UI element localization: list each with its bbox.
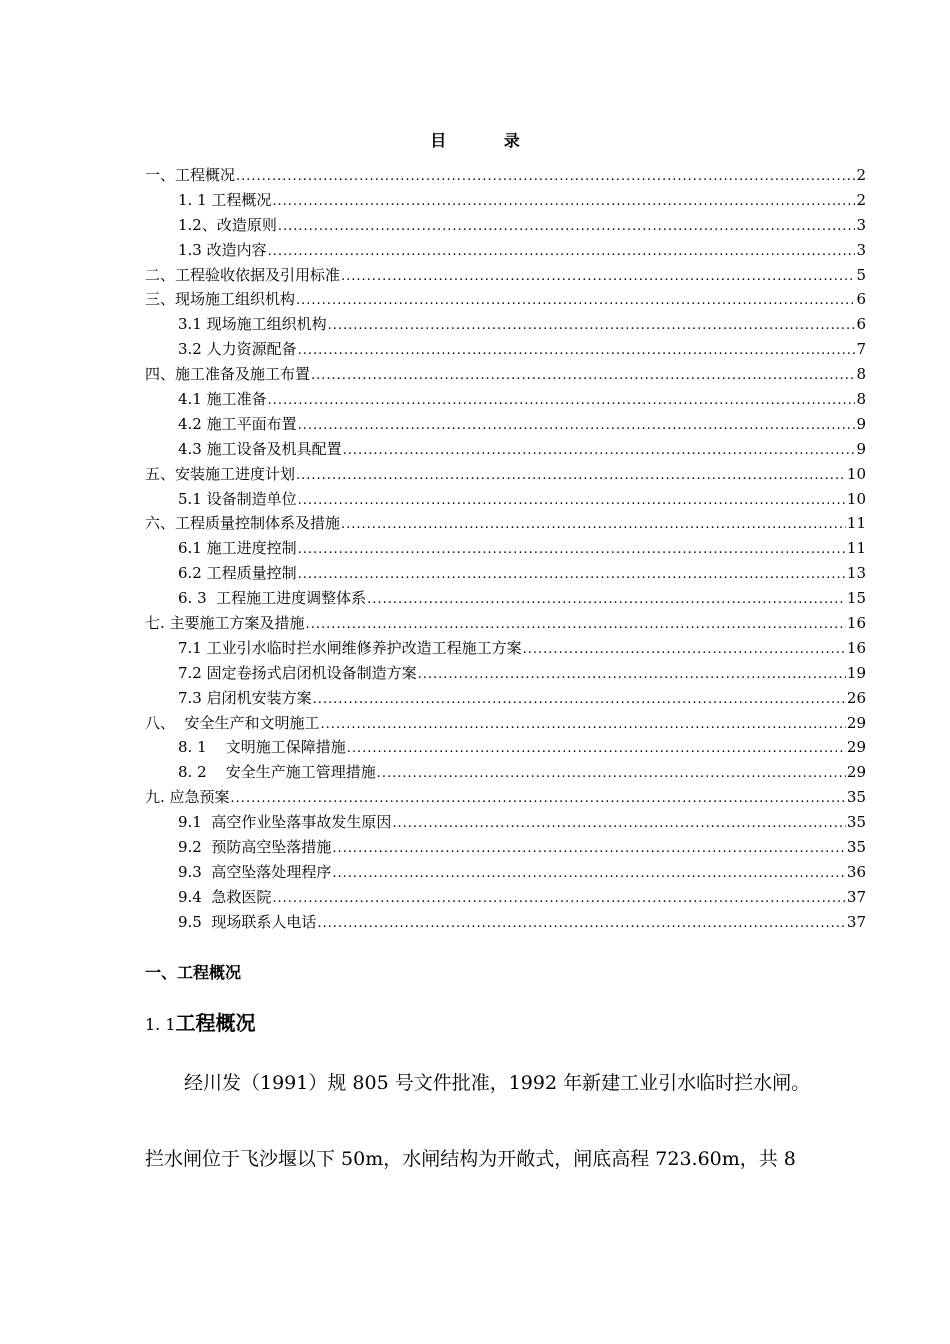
toc-entry[interactable] [145,885,866,910]
toc-leader-dots [313,688,846,713]
toc-entry-page: 15 [846,589,866,608]
toc-entry-page: 11 [846,539,866,558]
toc-entry[interactable] [145,263,866,288]
toc-entry-label: 8. 2 安全生产施工管理措施 [178,763,376,782]
toc-entry-label: 4.3 施工设备及机具配置 [178,439,342,458]
toc-entry-page: 10 [846,489,866,508]
toc-entry-page: 11 [846,514,866,533]
toc-entry-label: 6.2 工程质量控制 [178,564,297,583]
toc-leader-dots [296,289,855,314]
toc-entry-label: 1.3 改造内容 [178,240,267,259]
toc-leader-dots [523,638,846,663]
toc-leader-dots [418,663,846,688]
toc-entry-label: 1. 1 工程概况 [178,190,272,209]
toc-entry[interactable] [145,686,866,711]
toc-entry-page: 35 [846,788,866,807]
toc-entry[interactable] [145,412,866,437]
toc-leader-dots [298,538,846,563]
toc-entry-label: 二、工程验收依据及引用标准 [145,265,341,284]
toc-leader-dots [347,737,846,762]
toc-entry[interactable] [145,387,866,412]
toc-entry-page: 35 [846,813,866,832]
toc-leader-dots [298,414,856,439]
toc-entry[interactable] [145,287,866,312]
toc-entry[interactable] [145,362,866,387]
toc-entry-page: 37 [846,912,866,931]
toc-leader-dots [268,389,856,414]
toc-entry-label: 1.2、改造原则 [178,215,277,234]
toc-leader-dots [278,215,856,240]
toc-entry[interactable] [145,586,866,611]
section-heading: 一、工程概况 [145,963,242,982]
toc-entry[interactable] [145,785,866,810]
toc-leader-dots [377,762,846,787]
toc-leader-dots [311,364,855,389]
toc-entry-page: 36 [846,862,866,881]
toc-entry-label: 9.3 高空坠落处理程序 [178,862,332,881]
toc-entry-page: 19 [846,663,866,682]
toc-entry-page: 10 [846,464,866,483]
toc-entry-page: 9 [856,414,866,433]
toc-entry-page: 29 [846,738,866,757]
toc-entry-page: 2 [856,190,866,209]
toc-leader-dots [341,265,855,290]
toc-entry[interactable] [145,238,866,263]
toc-entry-label: 七. 主要施工方案及措施 [145,614,305,633]
toc-entry-label: 三、现场施工组织机构 [145,290,296,309]
toc-entry-label: 9.5 现场联系人电话 [178,912,317,931]
toc-entry-page: 29 [846,763,866,782]
toc-leader-dots [332,862,846,887]
toc-entry[interactable] [145,337,866,362]
toc-entry-page: 16 [846,638,866,657]
toc-entry[interactable] [145,312,866,337]
toc-entry-label: 四、施工准备及施工布置 [145,365,311,384]
toc-entry-page: 6 [856,290,866,309]
toc-entry-label: 8. 1 文明施工保障措施 [178,738,346,757]
toc-entry-label: 9.1 高空作业坠落事故发生原因 [178,813,392,832]
toc-entry-label: 八、 安全生产和文明施工 [145,713,320,732]
toc-entry[interactable] [145,636,866,661]
toc-entry-label: 7.3 启闭机安装方案 [178,688,312,707]
toc-title: 目 录 [430,131,546,150]
toc-leader-dots [367,588,846,613]
body-paragraph-continued: 拦水闸位于飞沙堰以下 50m，水闸结构为开敞式，闸底高程 723.60m，共 8 [145,1148,796,1170]
toc-entry[interactable] [145,735,866,760]
subsection-number: 1. 1 [145,1015,176,1034]
toc-entry-label: 7.2 固定卷扬式启闭机设备制造方案 [178,663,417,682]
toc-entry[interactable] [145,511,866,536]
toc-leader-dots [321,713,846,738]
toc-entry-label: 六、工程质量控制体系及措施 [145,514,341,533]
toc-leader-dots [298,339,856,364]
subsection-heading [145,1007,256,1036]
toc-entry-page: 3 [856,215,866,234]
toc-entry[interactable] [145,487,866,512]
toc-entry-page: 2 [856,166,866,184]
toc-entry-label: 五、安装施工进度计划 [145,464,296,483]
toc-entry[interactable] [145,711,866,736]
toc-entry[interactable] [145,661,866,686]
toc-entry[interactable] [145,462,866,487]
toc-entry-label: 9.4 急救医院 [178,887,272,906]
toc-leader-dots [236,165,855,190]
toc-entry-page: 8 [856,390,866,409]
toc-entry-label: 4.1 施工准备 [178,390,267,409]
toc-entry[interactable] [145,835,866,860]
toc-leader-dots [272,190,855,215]
toc-entry-page: 29 [846,713,866,732]
toc-entry-label: 5.1 设备制造单位 [178,489,297,508]
toc-entry[interactable] [145,188,866,213]
table-of-contents [145,163,866,935]
toc-entry-page: 16 [846,614,866,633]
toc-leader-dots [306,613,846,638]
body-paragraph: 经川发（1991）规 805 号文件批准，1992 年新建工业引水临时拦水闸。 [184,1072,811,1094]
toc-entry-page: 13 [846,564,866,583]
toc-entry-page: 7 [856,340,866,359]
toc-leader-dots [272,887,846,912]
toc-leader-dots [298,563,846,588]
toc-leader-dots [296,464,846,489]
toc-entry-label: 4.2 施工平面布置 [178,414,297,433]
toc-entry[interactable] [145,561,866,586]
toc-leader-dots [268,240,856,265]
toc-entry-page: 5 [856,265,866,284]
toc-leader-dots [341,513,846,538]
toc-entry[interactable] [145,860,866,885]
toc-leader-dots [332,837,846,862]
toc-entry-label: 一、工程概况 [145,166,236,184]
toc-leader-dots [231,787,846,812]
toc-entry[interactable] [145,611,866,636]
toc-leader-dots [317,912,846,937]
toc-entry[interactable] [145,760,866,785]
toc-entry-label: 3.2 人力资源配备 [178,340,297,359]
toc-entry[interactable] [145,437,866,462]
toc-entry[interactable] [145,163,866,188]
toc-entry-label: 九. 应急预案 [145,788,230,807]
toc-leader-dots [298,489,846,514]
toc-entry-page: 9 [856,439,866,458]
toc-entry[interactable] [145,536,866,561]
toc-entry[interactable] [145,810,866,835]
toc-leader-dots [343,439,856,464]
toc-entry-page: 37 [846,887,866,906]
toc-entry-label: 6. 3 工程施工进度调整体系 [178,589,367,608]
toc-entry-label: 3.1 现场施工组织机构 [178,315,327,334]
toc-entry-label: 7.1 工业引水临时拦水闸维修养护改造工程施工方案 [178,638,522,657]
toc-entry[interactable] [145,213,866,238]
toc-entry-label: 6.1 施工进度控制 [178,539,297,558]
toc-leader-dots [392,812,846,837]
subsection-title: 工程概况 [175,1011,256,1035]
toc-leader-dots [328,314,856,339]
toc-entry-page: 8 [856,365,866,384]
toc-entry-page: 3 [856,240,866,259]
toc-entry-page: 26 [846,688,866,707]
toc-entry-page: 35 [846,838,866,857]
toc-entry-page: 6 [856,315,866,334]
toc-entry[interactable] [145,910,866,935]
toc-entry-label: 9.2 预防高空坠落措施 [178,838,332,857]
